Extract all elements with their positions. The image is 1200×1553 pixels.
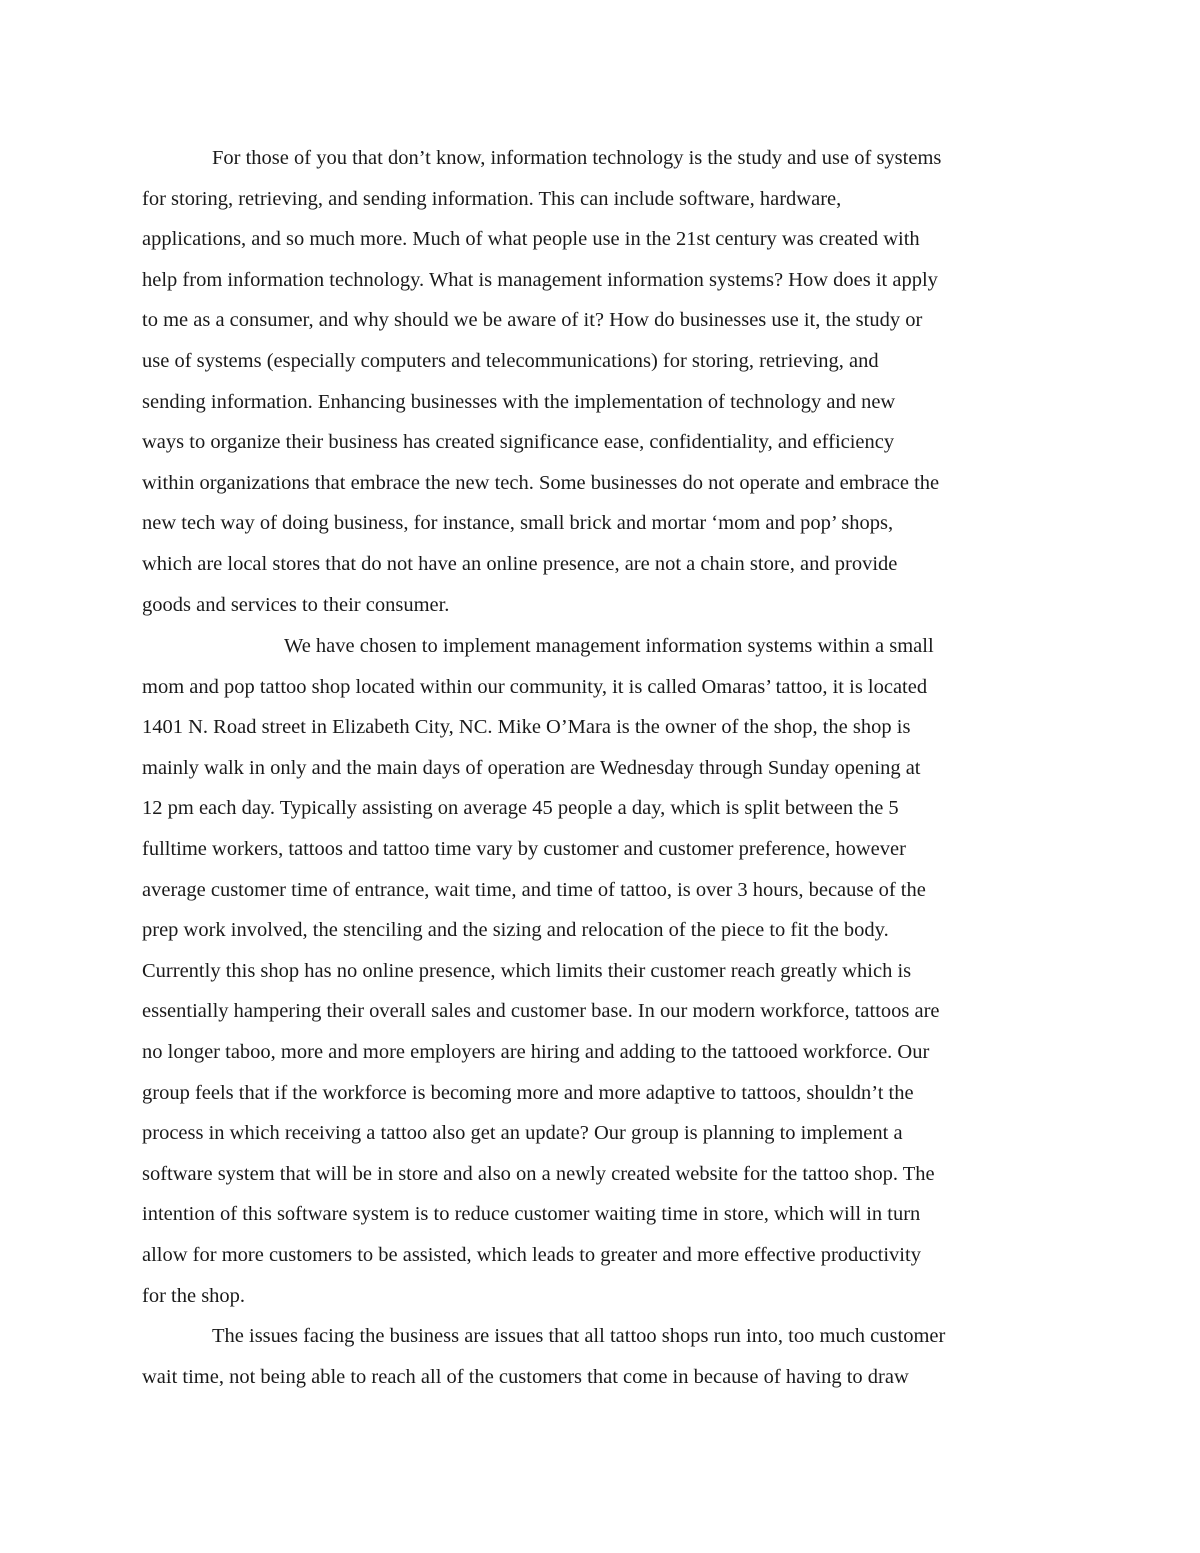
text-line: process in which receiving a tattoo also get an update? Our group is planning to implement a [142,1122,903,1145]
text-line: for storing, retrieving, and sending information. This can include software, hardware, [142,187,842,210]
paragraph-tattoo-shop [142,626,1060,1316]
text-line: The issues facing the business are issues that all tattoo shops run into, too much customer [212,1325,946,1347]
text-line: mom and pop tattoo shop located within our community, it is called Omaras’ tattoo, it is located [142,675,928,698]
text-line: average customer time of entrance, wait time, and time of tattoo, is over 3 hours, because of the [142,878,926,901]
text-line: Currently this shop has no online presence, which limits their customer reach greatly which is [142,959,912,982]
text-line: group feels that if the workforce is becoming more and more adaptive to tattoos, shouldn’t the [142,1081,914,1104]
text-line: 12 pm each day. Typically assisting on average 45 people a day, which is split between the 5 [142,797,899,820]
text-line: goods and services to their consumer. [142,593,450,616]
paragraph-intro [142,138,1060,625]
text-line: sending information. Enhancing businesses with the implementation of technology and new [142,390,896,413]
text-line: 1401 N. Road street in Elizabeth City, NC. Mike O’Mara is the owner of the shop, the shop is [142,716,911,739]
text-line: ways to organize their business has created significance ease, confidentiality, and efficiency [142,431,895,454]
text-line: software system that will be in store and also on a newly created website for the tattoo shop. The [142,1162,935,1185]
text-line: no longer taboo, more and more employers are hiring and adding to the tattooed workforce. Our [142,1040,930,1063]
text-line: For those of you that don’t know, information technology is the study and use of systems [212,147,942,169]
text-line: intention of this software system is to reduce customer waiting time in store, which will in turn [142,1203,921,1226]
text-line: wait time, not being able to reach all of the customers that come in because of having to draw [142,1365,909,1388]
text-line: for the shop. [142,1284,246,1307]
text-line: essentially hampering their overall sales and customer base. In our modern workforce, tattoos are [142,1000,940,1023]
text-line: prep work involved, the stenciling and the sizing and relocation of the piece to fit the body. [142,919,889,942]
text-line: applications, and so much more. Much of what people use in the 21st century was created with [142,228,920,251]
text-line: which are local stores that do not have an online presence, are not a chain store, and provide [142,552,898,575]
text-line: new tech way of doing business, for instance, small brick and mortar ‘mom and pop’ shops, [142,512,894,535]
text-line: use of systems (especially computers and telecommunications) for storing, retrieving, and [142,349,879,372]
text-line: fulltime workers, tattoos and tattoo time vary by customer and customer preference, however [142,837,906,860]
text-line: mainly walk in only and the main days of operation are Wednesday through Sunday opening at [142,756,921,779]
text-line: help from information technology. What is management information systems? How does it apply [142,268,938,291]
text-line: allow for more customers to be assisted, which leads to greater and more effective productivity [142,1243,921,1266]
text-line: within organizations that embrace the new tech. Some businesses do not operate and embrace the [142,471,940,494]
text-line: to me as a consumer, and why should we be aware of it? How do businesses use it, the study or [142,309,923,332]
text-line: We have chosen to implement management information systems within a small [284,635,934,657]
paragraph-issues [142,1316,1060,1397]
